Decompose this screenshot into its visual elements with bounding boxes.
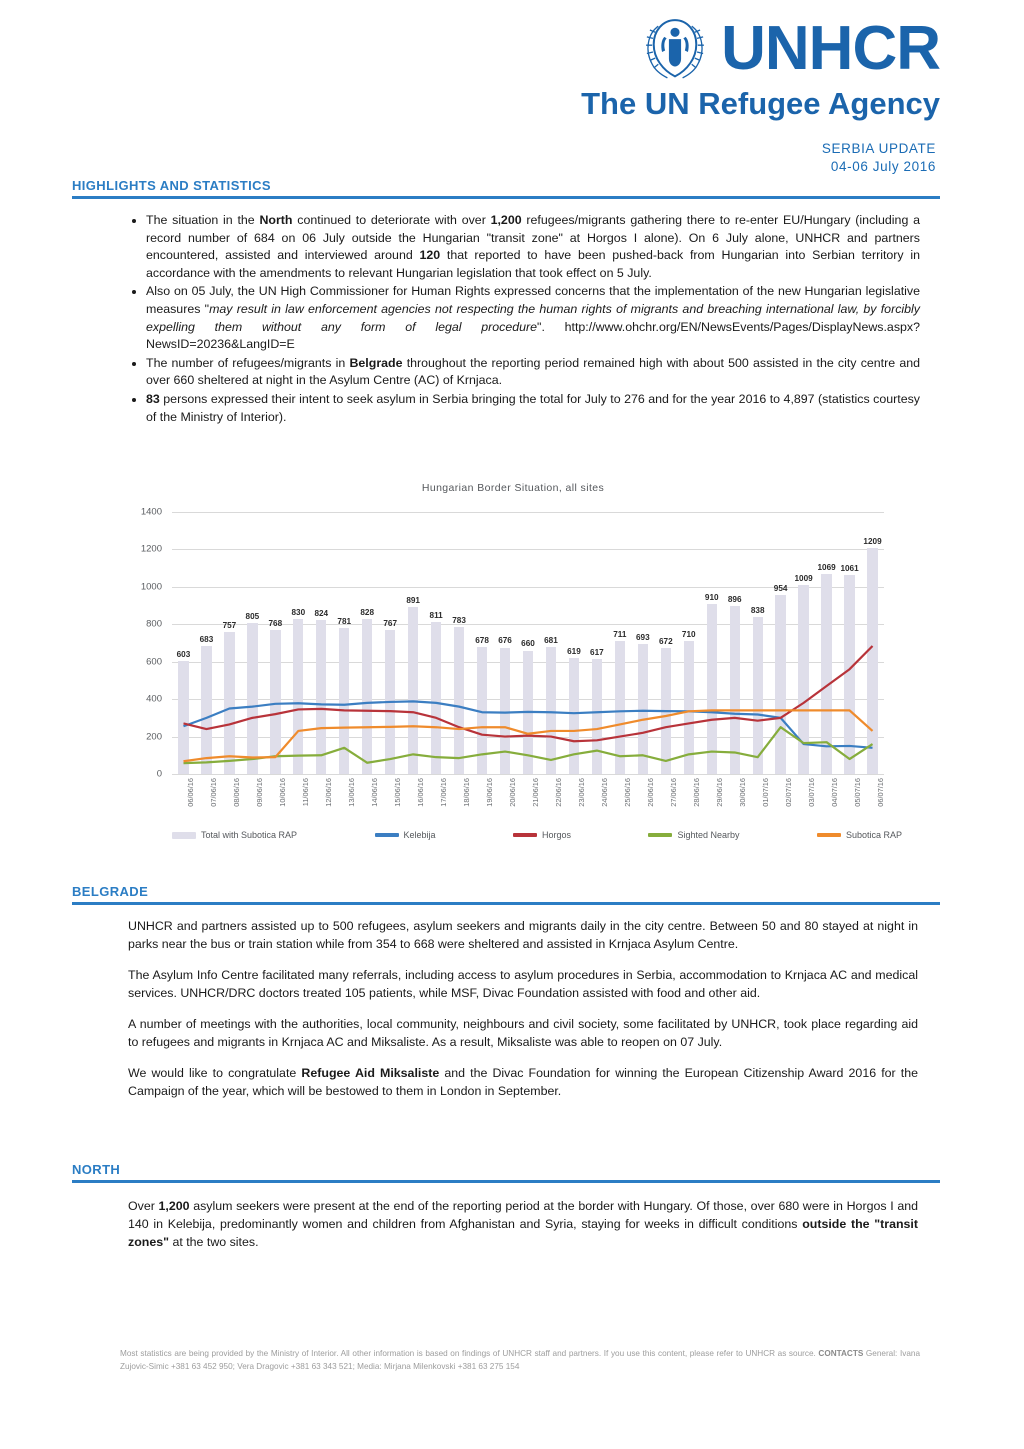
chart-bar-label: 828 xyxy=(360,608,375,618)
chart-bar-label: 672 xyxy=(658,637,673,647)
bullet-emphasis-83: 83 xyxy=(146,392,160,407)
highlights-bullets xyxy=(120,212,920,427)
unhcr-emblem-icon xyxy=(637,14,713,84)
section-heading-north-label: NORTH xyxy=(72,1162,121,1177)
chart-bar-label: 838 xyxy=(750,606,765,616)
chart-legend-label: Sighted Nearby xyxy=(677,830,740,840)
list-item xyxy=(146,355,920,390)
chart-bar-label: 681 xyxy=(544,635,558,645)
chart-legend xyxy=(172,830,902,840)
chart-legend-item[interactable] xyxy=(817,830,902,840)
paragraph xyxy=(128,1198,918,1252)
bullet-link-text[interactable]: ". http://www.ohchr.org/EN/NewsEvents/Pages/DisplayNews.aspx?NewsID=20236&LangID=E xyxy=(146,319,920,352)
paragraph-emphasis: 1,200 xyxy=(158,1199,190,1213)
section-heading-highlights xyxy=(72,178,940,199)
chart-legend-item[interactable] xyxy=(648,830,739,840)
chart-bar-label: 830 xyxy=(291,607,306,617)
paragraph-emphasis: Refugee Aid Miksaliste xyxy=(301,1065,440,1080)
chart-bar-label: 678 xyxy=(475,636,489,646)
unhcr-tagline: The UN Refugee Agency xyxy=(581,86,940,121)
list-item xyxy=(146,391,920,426)
list-item xyxy=(146,283,920,353)
chart-bar-label: 824 xyxy=(314,608,329,618)
chart-bar-label: 603 xyxy=(176,650,191,660)
bullet-emphasis-north: North xyxy=(259,213,293,227)
bullet-text: The number of refugees/migrants in xyxy=(146,355,350,370)
chart-x-tick-label: 14/06/16 xyxy=(370,778,380,807)
chart-lines xyxy=(172,512,884,774)
paragraph-text: We would like to congratulate xyxy=(128,1065,302,1080)
chart-bar-label: 693 xyxy=(635,633,650,643)
paragraph-text: and the Divac Foundation for winning the European Citizenship Award 2016 for the Campaign of the year, which will be bestowed to them in London in September. xyxy=(128,1065,919,1098)
section-rule xyxy=(72,1180,940,1183)
paragraph-text: at the two sites. xyxy=(169,1234,259,1249)
footer-text: Most statistics are being provided by the Ministry of Interior. All other information is based on findings of UNHCR staff and partners. If you use this content, please refer to UNHCR as source. xyxy=(120,1349,819,1358)
bullet-text: persons expressed their intent to seek asylum in Serbia bringing the total for July to 276 and for the year 2016 to 4,897 (statistics courtesy of the Ministry of Interior). xyxy=(146,392,920,424)
document-header xyxy=(0,14,1024,174)
belgrade-body xyxy=(128,918,918,1114)
chart-legend-swatch xyxy=(817,833,841,837)
chart-legend-item[interactable] xyxy=(375,830,436,840)
chart-bar-label: 910 xyxy=(704,592,719,602)
chart-x-tick-label: 24/06/16 xyxy=(599,778,609,807)
chart-x-tick-label: 17/06/16 xyxy=(439,778,449,807)
bullet-text: throughout the reporting period remained high with about 500 assisted in the city centre and over 660 sheltered at night in the Asylum Centre (AC) of Krnjaca. xyxy=(146,355,920,388)
bullet-text: Also on 05 July, the UN High Commissioner for Human Rights expressed concerns that the implementation of the new Hungarian legislative measures " xyxy=(146,284,920,317)
chart-legend-label: Horgos xyxy=(541,830,571,840)
paragraph-emphasis: outside the "transit zones" xyxy=(128,1216,918,1249)
chart-bar-label: 954 xyxy=(773,584,788,594)
chart-x-tick-label: 07/06/16 xyxy=(209,778,219,807)
north-body xyxy=(128,1198,918,1265)
section-heading-belgrade-label: BELGRADE xyxy=(72,884,149,899)
footer-contacts: General: Ivana Zujovic-Simic +381 63 452 950; Vera Dragovic +381 63 343 521; Media: Mirjana Milenkovski +381 63 275 154 xyxy=(120,1349,920,1371)
chart-bar-label: 683 xyxy=(199,635,214,645)
chart-bar-label: 811 xyxy=(429,611,443,621)
paragraph xyxy=(128,1065,918,1101)
chart-y-tick-label: 1400 xyxy=(140,506,162,518)
chart-x-tick-label: 21/06/16 xyxy=(531,778,540,807)
chart-bar-label: 1061 xyxy=(840,564,859,574)
chart-x-tick-label: 10/06/16 xyxy=(278,778,288,807)
chart-x-tick-label: 26/06/16 xyxy=(645,778,655,807)
chart-gridline xyxy=(172,774,884,775)
chart-bar-label: 781 xyxy=(337,616,352,626)
chart-bar-label: 676 xyxy=(498,636,512,646)
chart-y-tick-label: 1200 xyxy=(140,543,162,555)
chart-x-tick-label: 29/06/16 xyxy=(714,778,724,807)
unhcr-wordmark: UNHCR xyxy=(721,13,940,83)
chart-x-tick-label: 01/07/16 xyxy=(760,778,770,807)
chart-x-tick-label: 18/06/16 xyxy=(462,778,472,807)
chart-x-tick-label: 30/06/16 xyxy=(737,778,747,807)
chart-legend-item[interactable] xyxy=(172,830,297,840)
chart-x-tick-label: 15/06/16 xyxy=(393,778,403,807)
paragraph: A number of meetings with the authorities, local community, neighbours and civil society, some facilitated by UNHCR, took place regarding aid to refugees and migrants in Krnjaca AC and Miksaliste. As a result, Miksaliste was able to reopen on 07 July. xyxy=(128,1016,918,1049)
chart-x-tick-label: 05/07/16 xyxy=(852,778,862,807)
chart-bar-label: 710 xyxy=(681,630,696,640)
chart-bar-label: 896 xyxy=(727,595,742,605)
chart-plot-area xyxy=(140,506,884,780)
section-rule xyxy=(72,196,940,199)
section-heading-highlights-label: HIGHLIGHTS AND STATISTICS xyxy=(72,178,271,193)
chart-x-tick-label: 19/06/16 xyxy=(485,778,495,807)
chart-bar-label: 617 xyxy=(590,647,604,657)
chart-x-tick-label: 11/06/16 xyxy=(301,778,311,807)
chart-x-tick-label: 02/07/16 xyxy=(783,778,793,807)
chart-x-tick-label: 28/06/16 xyxy=(691,778,701,807)
chart-y-tick-label: 800 xyxy=(146,618,162,630)
chart-line-horgos xyxy=(183,646,872,741)
list-item xyxy=(146,212,920,282)
chart-legend-swatch xyxy=(375,833,399,837)
section-heading-belgrade xyxy=(72,884,940,905)
chart-bar-label: 783 xyxy=(452,616,466,626)
chart-x-tick-label: 22/06/16 xyxy=(553,778,563,807)
chart-x-tick-label: 13/06/16 xyxy=(347,778,357,807)
chart-x-tick-label: 03/07/16 xyxy=(806,778,816,807)
chart-bar-label: 805 xyxy=(245,612,260,622)
chart-y-tick-label: 0 xyxy=(156,768,162,780)
chart-x-tick-label: 06/06/16 xyxy=(186,778,196,807)
chart-x-tick-label: 16/06/16 xyxy=(416,778,426,807)
bullet-text: that reported to have been pushed-back from Hungarian into Serbian territory in accordance with the amendments to relevant Hungarian legislation that took effect on 5 July. xyxy=(146,248,920,280)
chart-x-tick-label: 23/06/16 xyxy=(576,778,586,807)
bullet-emphasis-1200: 1,200 xyxy=(490,213,522,227)
chart-legend-swatch xyxy=(172,832,196,839)
chart-legend-swatch xyxy=(513,833,537,837)
chart-bar-label: 711 xyxy=(613,629,627,639)
chart-bar-label: 757 xyxy=(222,621,237,631)
section-rule xyxy=(72,902,940,905)
chart-bar-label: 619 xyxy=(567,647,581,657)
chart-legend-item[interactable] xyxy=(513,830,571,840)
document-footer xyxy=(120,1348,920,1373)
document-meta xyxy=(822,140,936,176)
document-date: 04-06 July 2016 xyxy=(830,159,936,175)
paragraph-text: Over xyxy=(128,1199,159,1213)
chart-legend-label: Kelebija xyxy=(403,830,436,840)
chart-bar-label: 660 xyxy=(521,639,535,649)
footer-contacts-label: CONTACTS xyxy=(818,1349,864,1358)
chart-legend-swatch xyxy=(648,833,672,837)
bullet-quote: may result in law enforcement agencies not respecting the human rights of migrants and breaching international law, by forcibly expelling them without any form of legal procedure xyxy=(146,302,920,334)
bullet-text: continued to deteriorate with over xyxy=(292,213,491,227)
chart-y-tick-label: 400 xyxy=(146,693,162,705)
paragraph-text: asylum seekers were present at the end of the reporting period at the border with Hungary. Of those, over 680 were in Horgos I and 140 in Kelebija, predominantly women and children from Afghanistan and Syria, staying for weeks in difficult conditions xyxy=(128,1199,918,1231)
chart-y-tick-label: 600 xyxy=(146,656,162,668)
hungarian-border-chart xyxy=(118,478,908,848)
paragraph: The Asylum Info Centre facilitated many referrals, including access to asylum procedures in Serbia, accommodation to Krnjaca AC and medical services. UNHCR/DRC doctors treated 105 patients, while MSF, Divac Foundation assisted with food and other aid. xyxy=(128,967,918,1000)
chart-bar-label: 1069 xyxy=(817,562,836,572)
bullet-emphasis-120: 120 xyxy=(419,248,441,263)
chart-x-tick-label: 25/06/16 xyxy=(622,778,632,807)
bullet-text: The situation in the xyxy=(146,213,260,227)
chart-x-tick-label: 12/06/16 xyxy=(324,778,334,807)
chart-title: Hungarian Border Situation, all sites xyxy=(421,482,605,494)
chart-y-tick-label: 200 xyxy=(146,731,162,743)
chart-x-tick-label: 06/07/16 xyxy=(875,778,885,807)
chart-x-tick-label: 27/06/16 xyxy=(668,778,678,807)
chart-x-tick-label: 04/07/16 xyxy=(829,778,839,807)
section-heading-north xyxy=(72,1162,940,1183)
document-title: SERBIA UPDATE xyxy=(821,141,936,156)
logo-row xyxy=(637,14,940,84)
chart-bar-label: 768 xyxy=(268,619,283,629)
bullet-text: refugees/migrants gathering there to re-enter EU/Hungary (including a record number of 684 on 06 July outside the Hungarian "transit zone" at Horgos I alone). On 6 July alone, UNHCR and partners encountered, assisted and interviewed around xyxy=(146,213,920,263)
chart-x-tick-label: 20/06/16 xyxy=(508,778,518,807)
chart-legend-label: Subotica RAP xyxy=(845,830,902,840)
chart-bar-label: 1009 xyxy=(794,574,813,584)
chart-bar-label: 1209 xyxy=(863,536,882,546)
paragraph: UNHCR and partners assisted up to 500 refugees, asylum seekers and migrants daily in the city centre. Between 50 and 80 stayed at night in parks near the bus or train station while from 354 to 668 were sheltered and assisted in Krnjaca Asylum Centre. xyxy=(128,919,918,951)
chart-y-tick-label: 1000 xyxy=(140,581,162,593)
chart-legend-label: Total with Subotica RAP xyxy=(201,830,298,840)
chart-x-tick-label: 08/06/16 xyxy=(232,778,242,807)
unhcr-logo xyxy=(581,14,940,122)
chart-x-tick-label: 09/06/16 xyxy=(255,778,265,807)
chart-bar-label: 891 xyxy=(406,596,420,606)
bullet-emphasis-belgrade: Belgrade xyxy=(349,355,403,370)
chart-bar-label: 767 xyxy=(383,619,398,629)
